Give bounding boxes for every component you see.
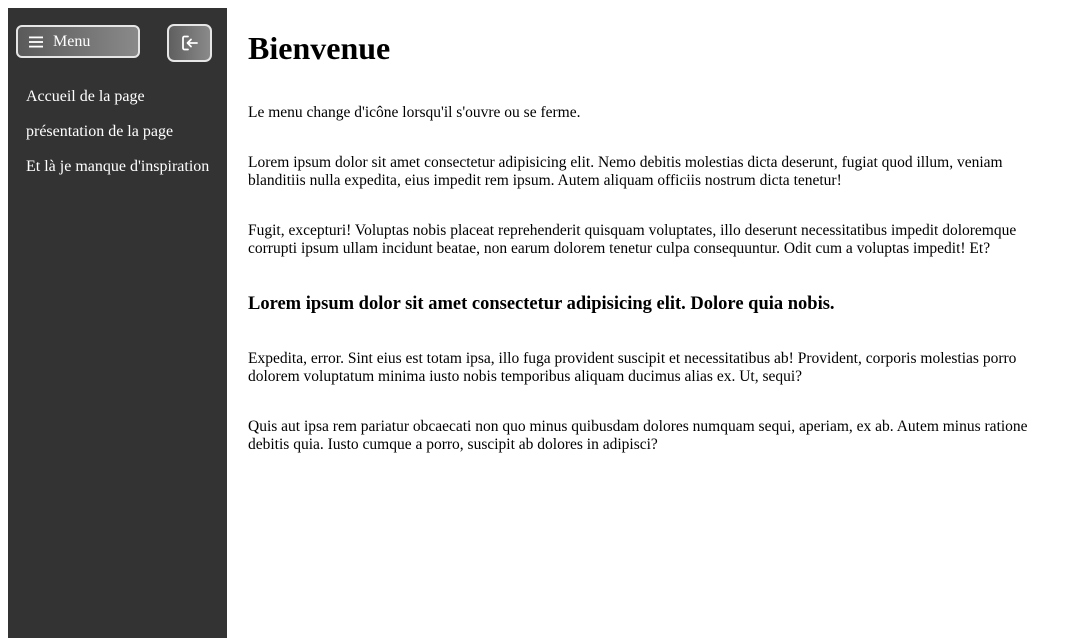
body-paragraph-2: Fugit, excepturi! Voluptas nobis placeat reprehenderit quisquam voluptates, illo deserunt necessitatibus impedit doloremque corrupti ipsum ullam incidunt beatae, non earum dolorem tenetur culpa consequuntur. Odit cum a voluptas impedit! Et? (248, 222, 1017, 257)
section-heading: Lorem ipsum dolor sit amet consectetur adipisicing elit. Dolore quia nobis. (248, 294, 835, 314)
sidebar-nav (26, 87, 209, 192)
body-paragraph-4: Quis aut ipsa rem pariatur obcaecati non quo minus quibusdam dolores numquam sequi, aperiam, ex ab. Autem minus ratione debitis quia. Iusto cumque a porro, suscipit ab dolores in adipisci? (248, 418, 1028, 453)
menu-label: Menu (53, 32, 91, 50)
body-paragraph-3: Expedita, error. Sint eius est totam ipsa, illo fuga provident suscipit et necessitatibus ab! Provident, corporis molestias porro dolorem voluptatum minima iusto nobis temporibus aliquam ducimus alias ex. Ut, sequi? (248, 350, 1017, 385)
body-paragraph-1: Lorem ipsum dolor sit amet consectetur adipisicing elit. Nemo debitis molestias dicta deserunt, fugiat quod illum, veniam blanditiis nulla expedita, eius impedit rem ipsum. Autem aliquam officiis nostrum dicta tenetur! (248, 154, 1003, 189)
sidebar-item-accueil[interactable]: Accueil de la page (26, 88, 145, 105)
intro-paragraph: Le menu change d'icône lorsqu'il s'ouvre ou se ferme. (248, 104, 581, 121)
sidebar-item-inspiration[interactable]: Et là je manque d'inspiration (26, 158, 210, 175)
logout-button[interactable] (167, 24, 212, 62)
page-title: Bienvenue (248, 30, 391, 66)
sidebar (8, 8, 227, 638)
hamburger-icon (28, 34, 44, 50)
menu-toggle-button[interactable] (16, 25, 140, 58)
sidebar-item-presentation[interactable]: présentation de la page (26, 123, 174, 140)
logout-icon (181, 34, 199, 52)
